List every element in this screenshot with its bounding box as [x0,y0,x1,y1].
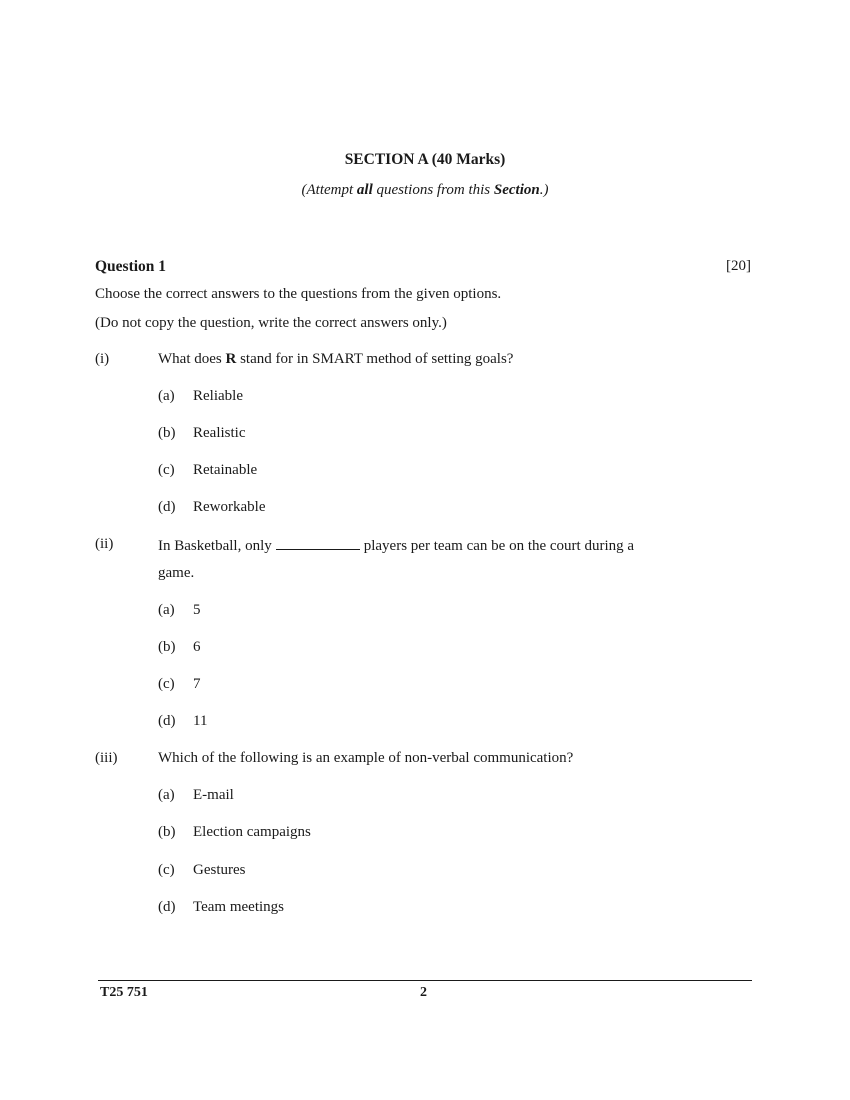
option-text: Team meetings [193,899,285,915]
question-instruction-1: Choose the correct answers to the questions from the given options. [95,286,502,302]
option-text: 5 [193,602,201,618]
option-letter: (d) [158,713,176,729]
option-text: E-mail [193,787,234,803]
option-text: 6 [193,639,201,655]
option-letter: (d) [158,899,176,915]
instruction-section: Section [493,182,540,198]
instruction-pre: (Attempt [301,182,357,198]
option-text: Gestures [193,862,246,878]
item-text-pre: In Basketball, only [158,538,272,554]
option-text: Realistic [193,425,246,441]
section-title: SECTION A (40 Marks) [344,151,506,168]
option-letter: (b) [158,639,176,655]
instruction-post: .) [539,182,549,198]
option-text: 11 [193,713,208,729]
option-letter: (c) [158,462,175,478]
option-text: Reliable [193,388,243,404]
item-text-pre: What does [158,351,226,367]
section-instruction [0,182,850,199]
instruction-all: all [356,182,373,198]
item-question: Which of the following is an example of non-verbal communication? [158,750,574,766]
option-text: Reworkable [193,499,266,515]
item-question [158,536,634,555]
item-question-line2: game. [158,565,195,581]
option-letter: (b) [158,425,176,441]
fill-in-blank [276,536,360,550]
page-number: 2 [420,985,427,1000]
option-letter: (a) [158,787,175,803]
option-letter: (c) [158,676,175,692]
question-marks: [20] [726,258,751,274]
question-title: Question 1 [95,258,167,275]
item-text-post: players per team can be on the court during a [363,538,635,554]
item-text-post: stand for in SMART method of setting goals? [236,351,514,367]
option-text: 7 [193,676,201,692]
question-instruction-2: (Do not copy the question, write the correct answers only.) [95,315,447,331]
instruction-mid: questions from this [372,182,494,198]
item-number: (ii) [95,536,114,552]
item-number: (iii) [95,750,118,766]
option-letter: (a) [158,388,175,404]
option-text: Retainable [193,462,258,478]
footer-divider [98,980,752,981]
item-number: (i) [95,351,110,367]
option-letter: (b) [158,824,176,840]
option-letter: (a) [158,602,175,618]
option-letter: (d) [158,499,176,515]
option-text: Election campaigns [193,824,311,840]
paper-code: T25 751 [100,985,148,1000]
item-text-bold: R [225,351,237,367]
item-question [158,351,513,368]
option-letter: (c) [158,862,175,878]
